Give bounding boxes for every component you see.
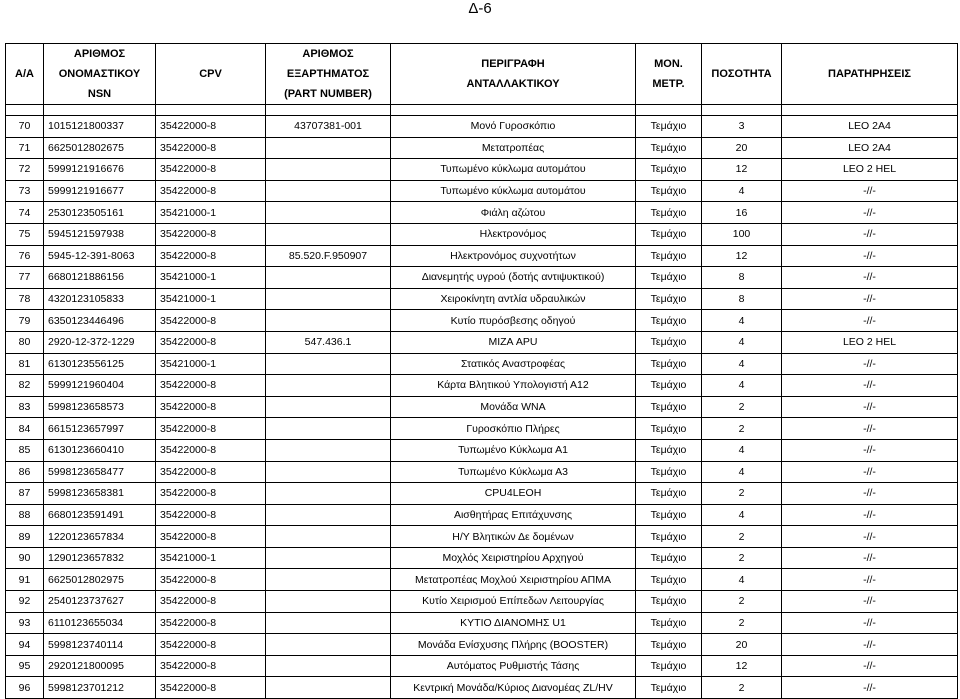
cell-part-number [266, 180, 391, 202]
cell-nsn: 4320123105833 [44, 288, 156, 310]
cell-description: Μονάδα Ενίσχυσης Πλήρης (BOOSTER) [391, 634, 636, 656]
table-row [6, 375, 958, 397]
cell-unit: Τεμάχιο [636, 526, 702, 548]
cell-description: Αυτόματος Ρυθμιστής Τάσης [391, 655, 636, 677]
table-row [6, 310, 958, 332]
cell-quantity: 2 [702, 547, 782, 569]
cell-remarks: -//- [782, 353, 958, 375]
cell-index: 73 [6, 180, 44, 202]
header-line: ΑΡΙΘΜΟΣ [302, 48, 354, 60]
cell-description: CPU4LEOH [391, 483, 636, 505]
cell-unit: Τεμάχιο [636, 331, 702, 353]
cell-index: 70 [6, 116, 44, 138]
spacer-row [6, 105, 958, 116]
header-line: ΟΝΟΜΑΣΤΙΚΟΥ [58, 68, 141, 80]
cell-unit: Τεμάχιο [636, 159, 702, 181]
cell-remarks: -//- [782, 547, 958, 569]
table-row [6, 331, 958, 353]
cell-part-number: 43707381-001 [266, 116, 391, 138]
cell-quantity: 2 [702, 612, 782, 634]
cell-remarks: -//- [782, 634, 958, 656]
cell-nsn: 6110123655034 [44, 612, 156, 634]
cell-nsn: 5998123658477 [44, 461, 156, 483]
cell-description: Τυπωμένο κύκλωμα αυτομάτου [391, 159, 636, 181]
cell-part-number [266, 310, 391, 332]
cell-quantity: 4 [702, 439, 782, 461]
cell-quantity: 2 [702, 591, 782, 613]
cell-description: Αισθητήρας Επιτάχυνσης [391, 504, 636, 526]
table-row [6, 245, 958, 267]
cell-cpv: 35422000-8 [156, 116, 266, 138]
cell-description: Η/Υ Βλητικών Δε δομένων [391, 526, 636, 548]
cell-unit: Τεμάχιο [636, 267, 702, 289]
cell-remarks: -//- [782, 418, 958, 440]
cell-part-number [266, 547, 391, 569]
cell-cpv: 35421000-1 [156, 547, 266, 569]
cell-description: ΚΥΤΙΟ ΔΙΑΝΟΜΗΣ U1 [391, 612, 636, 634]
cell-part-number [266, 461, 391, 483]
cell-unit: Τεμάχιο [636, 245, 702, 267]
cell-cpv: 35422000-8 [156, 439, 266, 461]
table-row [6, 526, 958, 548]
cell-quantity: 2 [702, 483, 782, 505]
cell-part-number [266, 677, 391, 699]
table-row [6, 634, 958, 656]
cell-nsn: 2530123505161 [44, 202, 156, 224]
cell-unit: Τεμάχιο [636, 634, 702, 656]
cell-remarks: -//- [782, 569, 958, 591]
cell-description: Μετατροπέας Μοχλού Χειριστηρίου ΑΠΜΑ [391, 569, 636, 591]
cell-quantity: 2 [702, 526, 782, 548]
cell-description: Ηλεκτρονόμος συχνοτήτων [391, 245, 636, 267]
cell-quantity: 16 [702, 202, 782, 224]
cell-cpv: 35421000-1 [156, 353, 266, 375]
table-row [6, 116, 958, 138]
cell-index: 85 [6, 439, 44, 461]
cell-unit: Τεμάχιο [636, 180, 702, 202]
cell-part-number [266, 223, 391, 245]
table-row [6, 353, 958, 375]
cell-cpv: 35422000-8 [156, 483, 266, 505]
cell-unit: Τεμάχιο [636, 375, 702, 397]
cell-cpv: 35422000-8 [156, 591, 266, 613]
cell-index: 76 [6, 245, 44, 267]
cell-cpv: 35422000-8 [156, 612, 266, 634]
cell-remarks: -//- [782, 396, 958, 418]
cell-part-number [266, 655, 391, 677]
cell-index: 83 [6, 396, 44, 418]
cell-index: 82 [6, 375, 44, 397]
cell-unit: Τεμάχιο [636, 310, 702, 332]
cell-remarks: -//- [782, 591, 958, 613]
header-line: ΠΑΡΑΤΗΡΗΣΕΙΣ [828, 68, 911, 80]
cell-quantity: 2 [702, 677, 782, 699]
col-remarks-header [782, 44, 958, 105]
cell-unit: Τεμάχιο [636, 504, 702, 526]
cell-cpv: 35422000-8 [156, 331, 266, 353]
cell-part-number [266, 569, 391, 591]
cell-cpv: 35421000-1 [156, 288, 266, 310]
cell-quantity: 2 [702, 396, 782, 418]
cell-unit: Τεμάχιο [636, 677, 702, 699]
cell-description: Κεντρική Μονάδα/Κύριος Διανομέας ZL/HV [391, 677, 636, 699]
cell-cpv: 35422000-8 [156, 504, 266, 526]
cell-nsn: 6130123660410 [44, 439, 156, 461]
cell-quantity: 4 [702, 504, 782, 526]
table-row [6, 137, 958, 159]
table-row [6, 418, 958, 440]
cell-description: ΜΙΖΑ APU [391, 331, 636, 353]
cell-index: 87 [6, 483, 44, 505]
cell-cpv: 35422000-8 [156, 461, 266, 483]
table-row [6, 569, 958, 591]
cell-unit: Τεμάχιο [636, 439, 702, 461]
cell-unit: Τεμάχιο [636, 461, 702, 483]
cell-description: Διανεμητής υγρού (δοτής αντιψυκτικού) [391, 267, 636, 289]
cell-unit: Τεμάχιο [636, 288, 702, 310]
cell-index: 89 [6, 526, 44, 548]
table-row [6, 396, 958, 418]
cell-index: 75 [6, 223, 44, 245]
cell-description: Μονό Γυροσκόπιο [391, 116, 636, 138]
cell-cpv: 35422000-8 [156, 245, 266, 267]
cell-unit: Τεμάχιο [636, 612, 702, 634]
cell-cpv: 35422000-8 [156, 396, 266, 418]
cell-quantity: 20 [702, 634, 782, 656]
cell-quantity: 12 [702, 655, 782, 677]
cell-index: 95 [6, 655, 44, 677]
cell-quantity: 8 [702, 267, 782, 289]
cell-remarks: LEO 2 HEL [782, 331, 958, 353]
cell-cpv: 35421000-1 [156, 267, 266, 289]
cell-description: Φιάλη αζώτου [391, 202, 636, 224]
cell-remarks: LEO 2A4 [782, 137, 958, 159]
cell-remarks: -//- [782, 223, 958, 245]
cell-unit: Τεμάχιο [636, 569, 702, 591]
cell-quantity: 8 [702, 288, 782, 310]
table-row [6, 202, 958, 224]
cell-description: Κάρτα Βλητικού Υπολογιστή Α12 [391, 375, 636, 397]
table-row [6, 180, 958, 202]
cell-nsn: 5999121916676 [44, 159, 156, 181]
cell-nsn: 2920121800095 [44, 655, 156, 677]
cell-nsn: 1290123657832 [44, 547, 156, 569]
cell-nsn: 2540123737627 [44, 591, 156, 613]
cell-index: 94 [6, 634, 44, 656]
cell-part-number: 85.520.F.950907 [266, 245, 391, 267]
cell-description: Ηλεκτρονόμος [391, 223, 636, 245]
cell-nsn: 6625012802675 [44, 137, 156, 159]
table-header-row [6, 44, 958, 105]
cell-index: 93 [6, 612, 44, 634]
cell-quantity: 12 [702, 245, 782, 267]
cell-remarks: -//- [782, 245, 958, 267]
cell-remarks: LEO 2 HEL [782, 159, 958, 181]
col-unit-header [636, 44, 702, 105]
cell-index: 88 [6, 504, 44, 526]
cell-nsn: 6680123591491 [44, 504, 156, 526]
cell-unit: Τεμάχιο [636, 353, 702, 375]
cell-part-number [266, 288, 391, 310]
cell-nsn: 5945-12-391-8063 [44, 245, 156, 267]
cell-part-number [266, 591, 391, 613]
cell-cpv: 35422000-8 [156, 526, 266, 548]
header-line: ΜΟΝ. [654, 58, 683, 70]
cell-nsn: 5998123740114 [44, 634, 156, 656]
cell-quantity: 2 [702, 418, 782, 440]
parts-table [5, 43, 958, 699]
cell-nsn: 6350123446496 [44, 310, 156, 332]
cell-part-number [266, 375, 391, 397]
cell-quantity: 3 [702, 116, 782, 138]
header-line: (PART NUMBER) [284, 88, 372, 100]
cell-cpv: 35422000-8 [156, 418, 266, 440]
cell-quantity: 4 [702, 375, 782, 397]
cell-description: Γυροσκόπιο Πλήρες [391, 418, 636, 440]
cell-quantity: 4 [702, 353, 782, 375]
cell-nsn: 1220123657834 [44, 526, 156, 548]
cell-index: 81 [6, 353, 44, 375]
cell-index: 84 [6, 418, 44, 440]
cell-cpv: 35422000-8 [156, 137, 266, 159]
col-part-number-header [266, 44, 391, 105]
cell-quantity: 4 [702, 310, 782, 332]
cell-index: 90 [6, 547, 44, 569]
cell-nsn: 6615123657997 [44, 418, 156, 440]
cell-nsn: 5998123658573 [44, 396, 156, 418]
table-row [6, 267, 958, 289]
cell-remarks: -//- [782, 461, 958, 483]
cell-cpv: 35421000-1 [156, 202, 266, 224]
cell-remarks: LEO 2A4 [782, 116, 958, 138]
col-index-header [6, 44, 44, 105]
cell-index: 79 [6, 310, 44, 332]
header-line: ΕΞΑΡΤΗΜΑΤΟΣ [286, 68, 370, 80]
cell-remarks: -//- [782, 439, 958, 461]
table-row [6, 439, 958, 461]
table-row [6, 159, 958, 181]
cell-remarks: -//- [782, 202, 958, 224]
cell-unit: Τεμάχιο [636, 137, 702, 159]
cell-part-number [266, 353, 391, 375]
header-line: ΠΟΣΟΤΗΤΑ [711, 68, 772, 80]
cell-nsn: 5998123701212 [44, 677, 156, 699]
cell-cpv: 35422000-8 [156, 180, 266, 202]
table-row [6, 655, 958, 677]
cell-quantity: 100 [702, 223, 782, 245]
cell-nsn: 5945121597938 [44, 223, 156, 245]
col-description-header [391, 44, 636, 105]
cell-remarks: -//- [782, 375, 958, 397]
cell-quantity: 4 [702, 569, 782, 591]
table-row [6, 483, 958, 505]
header-line: Α/Α [15, 68, 34, 80]
cell-nsn: 1015121800337 [44, 116, 156, 138]
header-line: ΑΡΙΘΜΟΣ [73, 48, 126, 60]
header-line: NSN [87, 88, 112, 100]
col-cpv-header [156, 44, 266, 105]
cell-remarks: -//- [782, 180, 958, 202]
page-label: Δ-6 [468, 0, 492, 17]
cell-remarks: -//- [782, 267, 958, 289]
table-row [6, 223, 958, 245]
cell-unit: Τεμάχιο [636, 418, 702, 440]
table-row [6, 612, 958, 634]
cell-unit: Τεμάχιο [636, 396, 702, 418]
cell-index: 77 [6, 267, 44, 289]
cell-index: 80 [6, 331, 44, 353]
cell-description: Κυτίο πυρόσβεσης οδηγού [391, 310, 636, 332]
cell-index: 96 [6, 677, 44, 699]
cell-index: 91 [6, 569, 44, 591]
cell-unit: Τεμάχιο [636, 547, 702, 569]
cell-remarks: -//- [782, 526, 958, 548]
header-line: ΜΕΤΡ. [652, 78, 685, 90]
cell-unit: Τεμάχιο [636, 202, 702, 224]
cell-description: Τυπωμένο Κύκλωμα Α3 [391, 461, 636, 483]
cell-unit: Τεμάχιο [636, 591, 702, 613]
cell-nsn: 5999121960404 [44, 375, 156, 397]
cell-description: Μοχλός Χειριστηρίου Αρχηγού [391, 547, 636, 569]
cell-description: Στατικός Αναστροφέας [391, 353, 636, 375]
cell-cpv: 35422000-8 [156, 223, 266, 245]
cell-quantity: 4 [702, 180, 782, 202]
cell-cpv: 35422000-8 [156, 310, 266, 332]
cell-quantity: 4 [702, 331, 782, 353]
cell-nsn: 5998123658381 [44, 483, 156, 505]
cell-cpv: 35422000-8 [156, 569, 266, 591]
cell-unit: Τεμάχιο [636, 483, 702, 505]
cell-unit: Τεμάχιο [636, 223, 702, 245]
cell-cpv: 35422000-8 [156, 655, 266, 677]
cell-index: 71 [6, 137, 44, 159]
cell-description: Τυπωμένο Κύκλωμα Α1 [391, 439, 636, 461]
cell-index: 74 [6, 202, 44, 224]
cell-remarks: -//- [782, 310, 958, 332]
cell-index: 78 [6, 288, 44, 310]
header-line: CPV [199, 68, 222, 80]
cell-part-number [266, 267, 391, 289]
cell-quantity: 12 [702, 159, 782, 181]
cell-part-number [266, 526, 391, 548]
cell-part-number [266, 418, 391, 440]
cell-cpv: 35422000-8 [156, 634, 266, 656]
table-body [6, 105, 958, 699]
cell-description: Μονάδα WNA [391, 396, 636, 418]
cell-quantity: 4 [702, 461, 782, 483]
cell-cpv: 35422000-8 [156, 159, 266, 181]
cell-nsn: 6680121886156 [44, 267, 156, 289]
cell-cpv: 35422000-8 [156, 677, 266, 699]
table-row [6, 504, 958, 526]
cell-part-number [266, 439, 391, 461]
cell-part-number [266, 634, 391, 656]
cell-nsn: 2920-12-372-1229 [44, 331, 156, 353]
cell-remarks: -//- [782, 677, 958, 699]
cell-description: Μετατροπέας [391, 137, 636, 159]
cell-remarks: -//- [782, 655, 958, 677]
col-quantity-header [702, 44, 782, 105]
cell-part-number: 547.436.1 [266, 331, 391, 353]
cell-part-number [266, 137, 391, 159]
table-row [6, 461, 958, 483]
table-row [6, 547, 958, 569]
cell-unit: Τεμάχιο [636, 655, 702, 677]
cell-nsn: 6130123556125 [44, 353, 156, 375]
cell-part-number [266, 483, 391, 505]
header-line: ΑΝΤΑΛΛΑΚΤΙΚΟΥ [466, 78, 560, 90]
cell-description: Χειροκίνητη αντλία υδραυλικών [391, 288, 636, 310]
cell-part-number [266, 612, 391, 634]
cell-part-number [266, 504, 391, 526]
cell-index: 86 [6, 461, 44, 483]
table-row [6, 288, 958, 310]
cell-index: 72 [6, 159, 44, 181]
col-nsn-header [44, 44, 156, 105]
cell-nsn: 6625012802975 [44, 569, 156, 591]
cell-description: Κυτίο Χειρισμού Επίπεδων Λειτουργίας [391, 591, 636, 613]
cell-description: Τυπωμένο κύκλωμα αυτομάτου [391, 180, 636, 202]
cell-part-number [266, 159, 391, 181]
cell-remarks: -//- [782, 483, 958, 505]
header-line: ΠΕΡΙΓΡΑΦΗ [481, 58, 545, 70]
cell-quantity: 20 [702, 137, 782, 159]
cell-remarks: -//- [782, 612, 958, 634]
cell-part-number [266, 396, 391, 418]
cell-part-number [266, 202, 391, 224]
cell-unit: Τεμάχιο [636, 116, 702, 138]
table-row [6, 677, 958, 699]
cell-index: 92 [6, 591, 44, 613]
cell-cpv: 35422000-8 [156, 375, 266, 397]
cell-remarks: -//- [782, 504, 958, 526]
table-row [6, 591, 958, 613]
cell-nsn: 5999121916677 [44, 180, 156, 202]
cell-remarks: -//- [782, 288, 958, 310]
